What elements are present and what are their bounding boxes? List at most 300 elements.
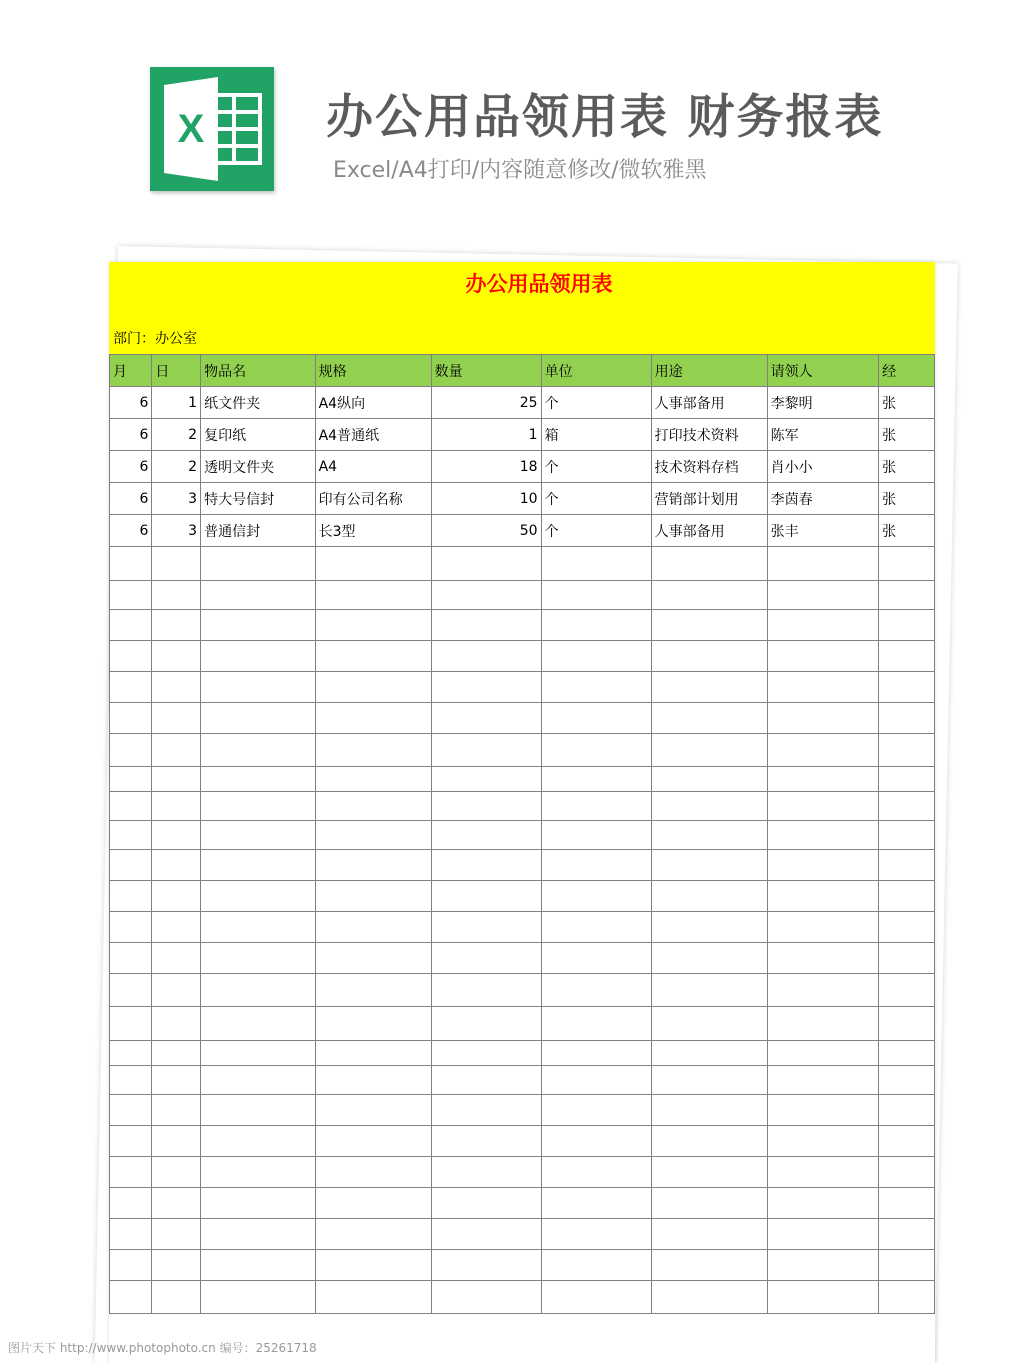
empty-cell[interactable] [201, 1219, 316, 1250]
page-subtitle: Excel/A4打印/内容随意修改/微软雅黑 [333, 158, 707, 183]
empty-cell[interactable] [201, 1095, 316, 1126]
empty-cell[interactable] [315, 1281, 431, 1314]
empty-cell[interactable] [651, 1066, 767, 1095]
empty-cell[interactable] [315, 1095, 431, 1126]
empty-cell[interactable] [315, 1157, 431, 1188]
empty-cell[interactable] [201, 1066, 316, 1095]
empty-cell[interactable] [651, 1126, 767, 1157]
cell[interactable]: 张 [879, 515, 935, 547]
empty-cell[interactable] [110, 1126, 152, 1157]
empty-cell[interactable] [152, 1095, 201, 1126]
empty-cell[interactable] [879, 792, 935, 821]
empty-cell[interactable] [541, 1157, 651, 1188]
empty-cell[interactable] [541, 850, 651, 881]
cell[interactable]: 普通信封 [201, 515, 316, 547]
empty-cell[interactable] [879, 943, 935, 974]
empty-cell[interactable] [152, 672, 201, 703]
svg-text:X: X [177, 107, 205, 151]
empty-cell[interactable] [110, 792, 152, 821]
empty-cell[interactable] [767, 1188, 879, 1219]
column-header[interactable]: 物品名 [201, 355, 316, 387]
empty-cell[interactable] [315, 1007, 431, 1041]
empty-cell[interactable] [431, 734, 541, 767]
cell[interactable]: 营销部计划用 [651, 483, 767, 515]
cell[interactable]: 张 [879, 419, 935, 451]
empty-cell[interactable] [201, 547, 316, 581]
empty-cell[interactable] [152, 881, 201, 912]
empty-cell[interactable] [431, 943, 541, 974]
cell[interactable]: 个 [541, 387, 651, 419]
empty-cell[interactable] [879, 610, 935, 641]
cell[interactable]: 10 [431, 483, 541, 515]
empty-cell[interactable] [201, 974, 316, 1007]
empty-cell[interactable] [767, 672, 879, 703]
empty-cell[interactable] [541, 641, 651, 672]
empty-cell[interactable] [431, 1219, 541, 1250]
empty-cell[interactable] [152, 943, 201, 974]
empty-cell[interactable] [201, 1007, 316, 1041]
empty-cell[interactable] [541, 1066, 651, 1095]
empty-cell[interactable] [110, 821, 152, 850]
empty-cell[interactable] [767, 881, 879, 912]
empty-cell[interactable] [651, 1157, 767, 1188]
table-row [110, 672, 935, 703]
empty-cell[interactable] [651, 1281, 767, 1314]
empty-cell[interactable] [651, 912, 767, 943]
cell[interactable]: 18 [431, 451, 541, 483]
cell[interactable]: 陈军 [767, 419, 879, 451]
empty-cell[interactable] [879, 881, 935, 912]
empty-cell[interactable] [541, 881, 651, 912]
column-header[interactable]: 请领人 [767, 355, 879, 387]
empty-cell[interactable] [541, 767, 651, 792]
empty-cell[interactable] [767, 610, 879, 641]
empty-cell[interactable] [879, 734, 935, 767]
table-row [110, 1219, 935, 1250]
empty-cell[interactable] [431, 1250, 541, 1281]
empty-cell[interactable] [767, 581, 879, 610]
empty-cell[interactable] [541, 943, 651, 974]
empty-cell[interactable] [651, 581, 767, 610]
cell[interactable]: 透明文件夹 [201, 451, 316, 483]
empty-cell[interactable] [431, 1188, 541, 1219]
table-row [110, 1007, 935, 1041]
column-header[interactable]: 日 [152, 355, 201, 387]
empty-cell[interactable] [651, 850, 767, 881]
empty-cell[interactable] [201, 703, 316, 734]
empty-cell[interactable] [201, 943, 316, 974]
empty-cell[interactable] [431, 1095, 541, 1126]
empty-cell[interactable] [767, 1281, 879, 1314]
empty-cell[interactable] [110, 850, 152, 881]
empty-cell[interactable] [315, 821, 431, 850]
empty-cell[interactable] [152, 1126, 201, 1157]
cell[interactable]: 张 [879, 451, 935, 483]
sheet-title: 办公用品领用表 [465, 272, 613, 296]
empty-cell[interactable] [110, 1188, 152, 1219]
empty-cell[interactable] [651, 672, 767, 703]
empty-cell[interactable] [152, 1281, 201, 1314]
empty-cell[interactable] [152, 547, 201, 581]
empty-cell[interactable] [767, 1219, 879, 1250]
empty-cell[interactable] [315, 1188, 431, 1219]
empty-cell[interactable] [541, 672, 651, 703]
empty-cell[interactable] [879, 767, 935, 792]
empty-cell[interactable] [767, 821, 879, 850]
empty-cell[interactable] [110, 1095, 152, 1126]
empty-cell[interactable] [431, 912, 541, 943]
cell[interactable]: 张 [879, 483, 935, 515]
empty-cell[interactable] [767, 850, 879, 881]
empty-cell[interactable] [431, 1041, 541, 1066]
empty-cell[interactable] [651, 1007, 767, 1041]
empty-cell[interactable] [541, 581, 651, 610]
cell[interactable]: 个 [541, 451, 651, 483]
empty-cell[interactable] [879, 547, 935, 581]
empty-cell[interactable] [879, 1041, 935, 1066]
empty-cell[interactable] [767, 943, 879, 974]
empty-cell[interactable] [201, 734, 316, 767]
empty-cell[interactable] [315, 672, 431, 703]
empty-cell[interactable] [110, 734, 152, 767]
cell[interactable]: 6 [110, 419, 152, 451]
empty-cell[interactable] [879, 974, 935, 1007]
cell[interactable]: 3 [152, 515, 201, 547]
empty-cell[interactable] [315, 881, 431, 912]
empty-cell[interactable] [651, 881, 767, 912]
cell[interactable]: A4纵向 [315, 387, 431, 419]
cell[interactable]: 李黎明 [767, 387, 879, 419]
empty-cell[interactable] [110, 1219, 152, 1250]
table-row [110, 792, 935, 821]
empty-cell[interactable] [541, 1041, 651, 1066]
table-row [110, 1095, 935, 1126]
table-row [110, 1188, 935, 1219]
empty-cell[interactable] [651, 1250, 767, 1281]
empty-cell[interactable] [201, 1126, 316, 1157]
empty-cell[interactable] [431, 672, 541, 703]
empty-cell[interactable] [110, 1041, 152, 1066]
table-row [110, 451, 935, 483]
empty-cell[interactable] [541, 1281, 651, 1314]
empty-cell[interactable] [110, 974, 152, 1007]
empty-cell[interactable] [879, 1219, 935, 1250]
empty-cell[interactable] [110, 581, 152, 610]
cell[interactable]: 打印技术资料 [651, 419, 767, 451]
cell[interactable]: A4 [315, 451, 431, 483]
cell[interactable]: 印有公司名称 [315, 483, 431, 515]
empty-cell[interactable] [152, 1250, 201, 1281]
empty-cell[interactable] [651, 974, 767, 1007]
empty-cell[interactable] [110, 1250, 152, 1281]
empty-cell[interactable] [110, 703, 152, 734]
column-header[interactable]: 月 [110, 355, 152, 387]
empty-cell[interactable] [879, 912, 935, 943]
empty-cell[interactable] [152, 581, 201, 610]
empty-cell[interactable] [110, 1007, 152, 1041]
cell[interactable]: 技术资料存档 [651, 451, 767, 483]
empty-cell[interactable] [315, 547, 431, 581]
empty-cell[interactable] [201, 767, 316, 792]
empty-cell[interactable] [767, 703, 879, 734]
empty-cell[interactable] [541, 1095, 651, 1126]
empty-cell[interactable] [651, 641, 767, 672]
table-row [110, 1126, 935, 1157]
empty-cell[interactable] [431, 610, 541, 641]
cell[interactable]: 人事部备用 [651, 387, 767, 419]
empty-cell[interactable] [110, 1281, 152, 1314]
empty-cell[interactable] [110, 1066, 152, 1095]
empty-cell[interactable] [315, 734, 431, 767]
empty-cell[interactable] [315, 610, 431, 641]
cell[interactable]: 1 [431, 419, 541, 451]
cell[interactable]: 肖小小 [767, 451, 879, 483]
empty-cell[interactable] [651, 1041, 767, 1066]
table-row [110, 1041, 935, 1066]
empty-cell[interactable] [110, 881, 152, 912]
empty-cell[interactable] [152, 850, 201, 881]
empty-cell[interactable] [315, 581, 431, 610]
cell[interactable]: 50 [431, 515, 541, 547]
empty-cell[interactable] [431, 1066, 541, 1095]
empty-cell[interactable] [651, 1188, 767, 1219]
empty-cell[interactable] [152, 703, 201, 734]
empty-cell[interactable] [651, 610, 767, 641]
empty-cell[interactable] [541, 734, 651, 767]
empty-cell[interactable] [201, 1281, 316, 1314]
empty-cell[interactable] [431, 1157, 541, 1188]
cell[interactable]: 1 [152, 387, 201, 419]
empty-cell[interactable] [767, 792, 879, 821]
empty-cell[interactable] [541, 610, 651, 641]
empty-cell[interactable] [152, 821, 201, 850]
cell[interactable]: 6 [110, 387, 152, 419]
empty-cell[interactable] [879, 1281, 935, 1314]
empty-cell[interactable] [767, 912, 879, 943]
empty-cell[interactable] [110, 767, 152, 792]
empty-cell[interactable] [767, 641, 879, 672]
cell[interactable]: 张丰 [767, 515, 879, 547]
empty-cell[interactable] [541, 821, 651, 850]
cell[interactable]: 3 [152, 483, 201, 515]
empty-cell[interactable] [767, 1095, 879, 1126]
empty-cell[interactable] [315, 850, 431, 881]
column-header[interactable]: 数量 [431, 355, 541, 387]
empty-cell[interactable] [152, 1041, 201, 1066]
empty-cell[interactable] [152, 641, 201, 672]
empty-cell[interactable] [152, 767, 201, 792]
cell[interactable]: 长3型 [315, 515, 431, 547]
empty-cell[interactable] [315, 974, 431, 1007]
empty-cell[interactable] [541, 974, 651, 1007]
empty-cell[interactable] [315, 1250, 431, 1281]
column-header[interactable]: 用途 [651, 355, 767, 387]
empty-cell[interactable] [152, 792, 201, 821]
empty-cell[interactable] [431, 850, 541, 881]
empty-cell[interactable] [315, 912, 431, 943]
empty-cell[interactable] [879, 1157, 935, 1188]
empty-cell[interactable] [201, 1041, 316, 1066]
empty-cell[interactable] [767, 1041, 879, 1066]
empty-cell[interactable] [110, 672, 152, 703]
cell[interactable]: 人事部备用 [651, 515, 767, 547]
empty-cell[interactable] [879, 1095, 935, 1126]
empty-cell[interactable] [152, 1157, 201, 1188]
empty-cell[interactable] [651, 734, 767, 767]
empty-cell[interactable] [152, 974, 201, 1007]
cell[interactable]: 2 [152, 451, 201, 483]
empty-cell[interactable] [651, 767, 767, 792]
empty-cell[interactable] [879, 581, 935, 610]
cell[interactable]: 6 [110, 515, 152, 547]
table-row [110, 387, 935, 419]
empty-cell[interactable] [879, 1188, 935, 1219]
empty-cell[interactable] [431, 703, 541, 734]
empty-cell[interactable] [767, 1250, 879, 1281]
empty-cell[interactable] [152, 610, 201, 641]
empty-cell[interactable] [152, 912, 201, 943]
cell[interactable]: 2 [152, 419, 201, 451]
empty-cell[interactable] [651, 1095, 767, 1126]
empty-cell[interactable] [541, 547, 651, 581]
empty-cell[interactable] [201, 641, 316, 672]
empty-cell[interactable] [431, 1007, 541, 1041]
empty-cell[interactable] [315, 943, 431, 974]
empty-cell[interactable] [431, 767, 541, 792]
empty-cell[interactable] [431, 581, 541, 610]
empty-cell[interactable] [541, 792, 651, 821]
empty-cell[interactable] [201, 1157, 316, 1188]
empty-cell[interactable] [201, 1250, 316, 1281]
empty-cell[interactable] [651, 792, 767, 821]
empty-cell[interactable] [201, 912, 316, 943]
table-row [110, 943, 935, 974]
cell[interactable]: 李茵春 [767, 483, 879, 515]
empty-cell[interactable] [431, 792, 541, 821]
empty-cell[interactable] [110, 610, 152, 641]
empty-cell[interactable] [541, 1188, 651, 1219]
empty-cell[interactable] [541, 1126, 651, 1157]
empty-cell[interactable] [110, 912, 152, 943]
empty-cell[interactable] [201, 581, 316, 610]
column-header[interactable]: 经 [879, 355, 935, 387]
empty-cell[interactable] [541, 1219, 651, 1250]
empty-cell[interactable] [315, 641, 431, 672]
empty-cell[interactable] [767, 734, 879, 767]
table-row [110, 881, 935, 912]
excel-icon [150, 67, 274, 191]
empty-cell[interactable] [315, 767, 431, 792]
empty-cell[interactable] [431, 821, 541, 850]
cell[interactable]: 纸文件夹 [201, 387, 316, 419]
table-row [110, 703, 935, 734]
empty-cell[interactable] [651, 547, 767, 581]
empty-cell[interactable] [879, 1126, 935, 1157]
table-row [110, 483, 935, 515]
empty-cell[interactable] [767, 767, 879, 792]
column-header[interactable]: 规格 [315, 355, 431, 387]
empty-cell[interactable] [651, 943, 767, 974]
empty-cell[interactable] [110, 641, 152, 672]
empty-cell[interactable] [767, 1066, 879, 1095]
empty-cell[interactable] [315, 792, 431, 821]
empty-cell[interactable] [201, 821, 316, 850]
empty-cell[interactable] [152, 734, 201, 767]
empty-cell[interactable] [541, 912, 651, 943]
empty-cell[interactable] [879, 641, 935, 672]
column-header[interactable]: 单位 [541, 355, 651, 387]
empty-cell[interactable] [431, 547, 541, 581]
spreadsheet-sheet [109, 262, 935, 1363]
empty-cell[interactable] [767, 547, 879, 581]
empty-cell[interactable] [767, 1157, 879, 1188]
empty-cell[interactable] [651, 821, 767, 850]
empty-cell[interactable] [315, 1219, 431, 1250]
empty-cell[interactable] [767, 1007, 879, 1041]
cell[interactable]: 个 [541, 515, 651, 547]
empty-cell[interactable] [431, 1281, 541, 1314]
empty-cell[interactable] [879, 821, 935, 850]
empty-cell[interactable] [879, 1007, 935, 1041]
empty-cell[interactable] [152, 1188, 201, 1219]
cell[interactable]: 6 [110, 451, 152, 483]
empty-cell[interactable] [201, 881, 316, 912]
cell[interactable]: 25 [431, 387, 541, 419]
cell[interactable]: 特大号信封 [201, 483, 316, 515]
empty-cell[interactable] [541, 1250, 651, 1281]
empty-cell[interactable] [879, 703, 935, 734]
empty-cell[interactable] [152, 1007, 201, 1041]
empty-cell[interactable] [315, 1066, 431, 1095]
empty-cell[interactable] [431, 1126, 541, 1157]
empty-cell[interactable] [152, 1219, 201, 1250]
empty-cell[interactable] [431, 641, 541, 672]
empty-cell[interactable] [201, 850, 316, 881]
empty-cell[interactable] [431, 974, 541, 1007]
empty-cell[interactable] [651, 703, 767, 734]
cell[interactable]: A4普通纸 [315, 419, 431, 451]
empty-cell[interactable] [767, 1126, 879, 1157]
empty-cell[interactable] [201, 610, 316, 641]
empty-cell[interactable] [152, 1066, 201, 1095]
empty-cell[interactable] [541, 1007, 651, 1041]
empty-cell[interactable] [541, 703, 651, 734]
empty-cell[interactable] [879, 1066, 935, 1095]
empty-cell[interactable] [767, 974, 879, 1007]
empty-cell[interactable] [315, 1126, 431, 1157]
cell[interactable]: 6 [110, 483, 152, 515]
cell[interactable]: 箱 [541, 419, 651, 451]
empty-cell[interactable] [651, 1219, 767, 1250]
empty-cell[interactable] [879, 1250, 935, 1281]
empty-cell[interactable] [879, 850, 935, 881]
cell[interactable]: 个 [541, 483, 651, 515]
department-label: 部门：办公室 [113, 331, 197, 347]
empty-cell[interactable] [201, 672, 316, 703]
table-row [110, 1281, 935, 1314]
cell[interactable]: 复印纸 [201, 419, 316, 451]
cell[interactable]: 张 [879, 387, 935, 419]
empty-cell[interactable] [201, 1188, 316, 1219]
empty-cell[interactable] [431, 881, 541, 912]
empty-cell[interactable] [110, 1157, 152, 1188]
empty-cell[interactable] [315, 1041, 431, 1066]
empty-cell[interactable] [110, 547, 152, 581]
empty-cell[interactable] [315, 703, 431, 734]
empty-cell[interactable] [110, 943, 152, 974]
empty-cell[interactable] [879, 672, 935, 703]
empty-cell[interactable] [201, 792, 316, 821]
